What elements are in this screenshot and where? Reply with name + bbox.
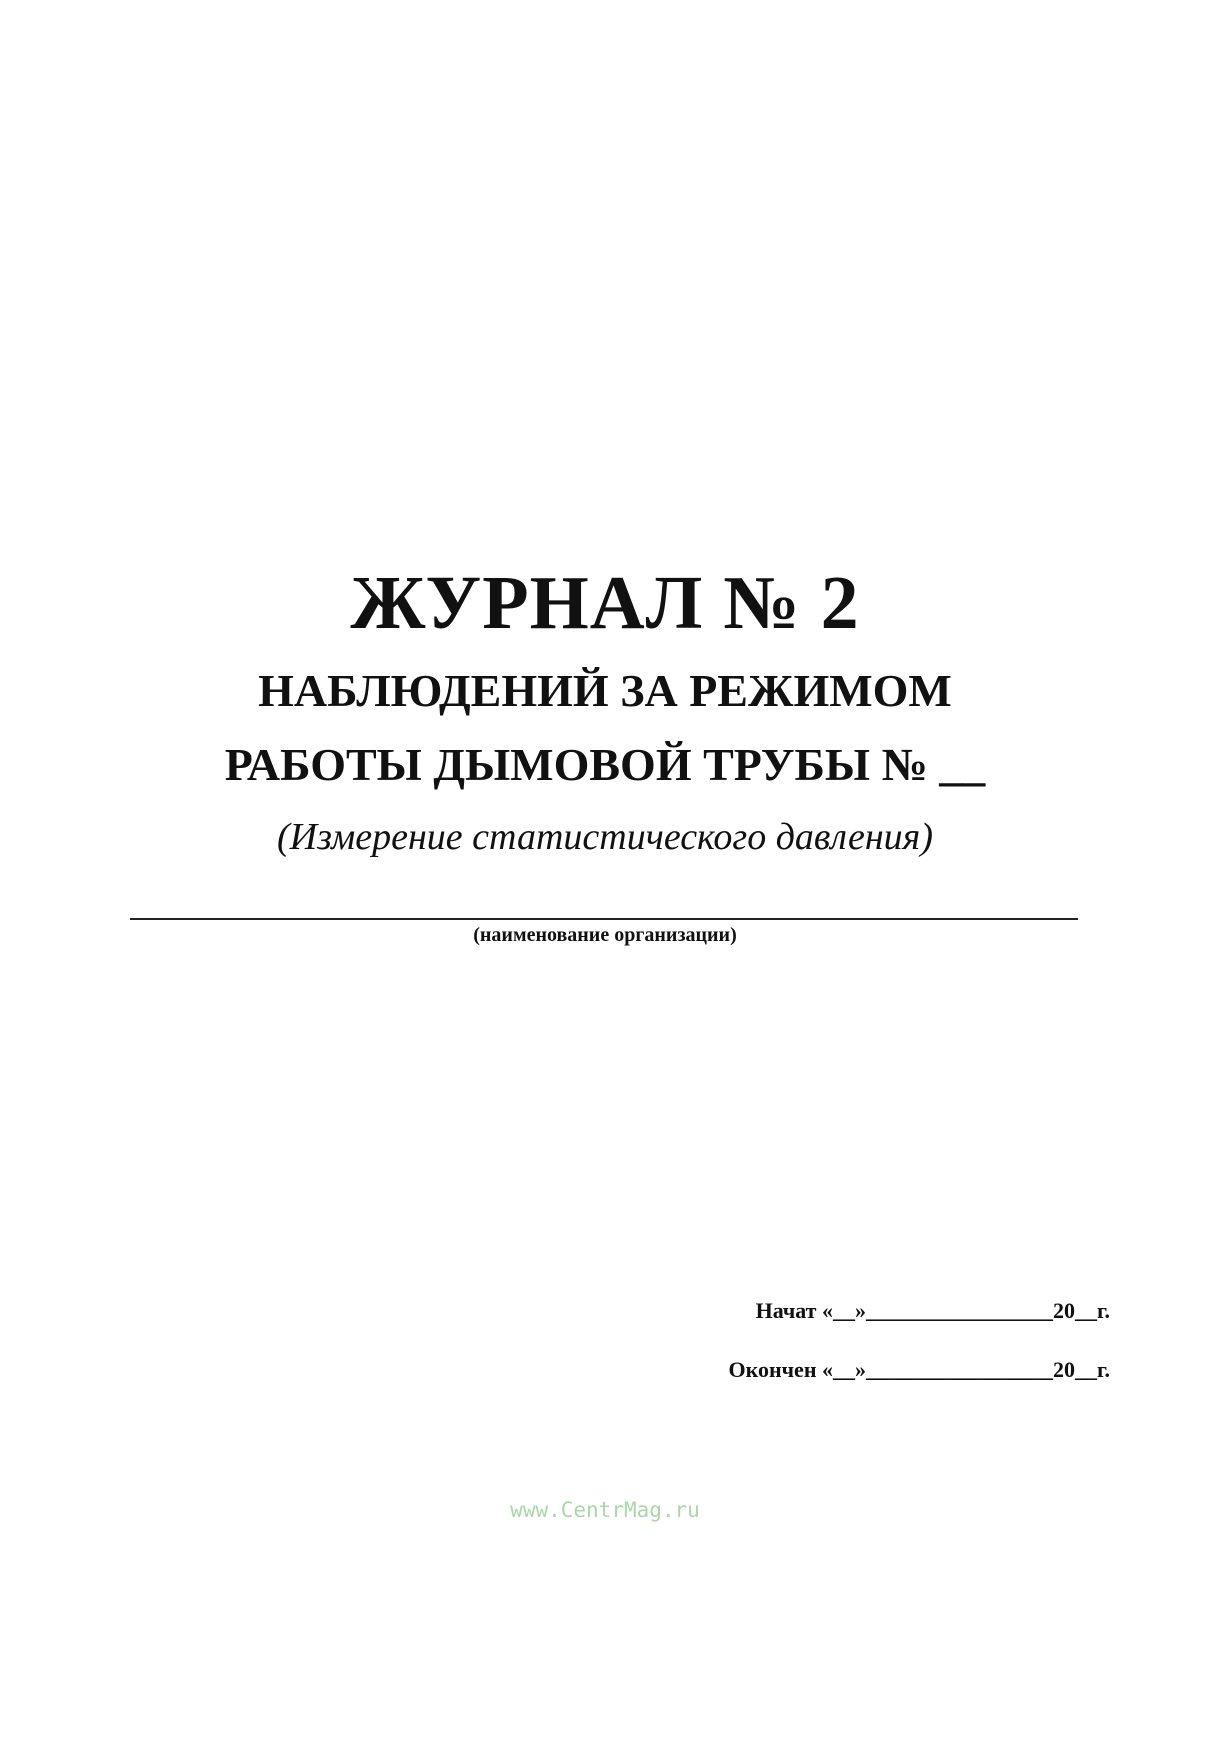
organization-caption: (наименование организации) (473, 924, 737, 946)
finished-date-line: Окончен «__»_________________20__г. (728, 1357, 1110, 1382)
journal-subtitle-line1: НАБЛЮДЕНИЙ ЗА РЕЖИМОМ (258, 665, 952, 716)
journal-title: ЖУРНАЛ № 2 (350, 561, 860, 645)
journal-subtitle-line2: РАБОТЫ ДЫМОВОЙ ТРУБЫ № __ (224, 739, 986, 790)
started-date-line: Начат «__»_________________20__г. (755, 1298, 1110, 1323)
watermark: www.CentrMag.ru (510, 1498, 700, 1522)
measurement-note: (Измерение статистического давления) (277, 816, 933, 858)
organization-blank-line (130, 918, 1078, 920)
